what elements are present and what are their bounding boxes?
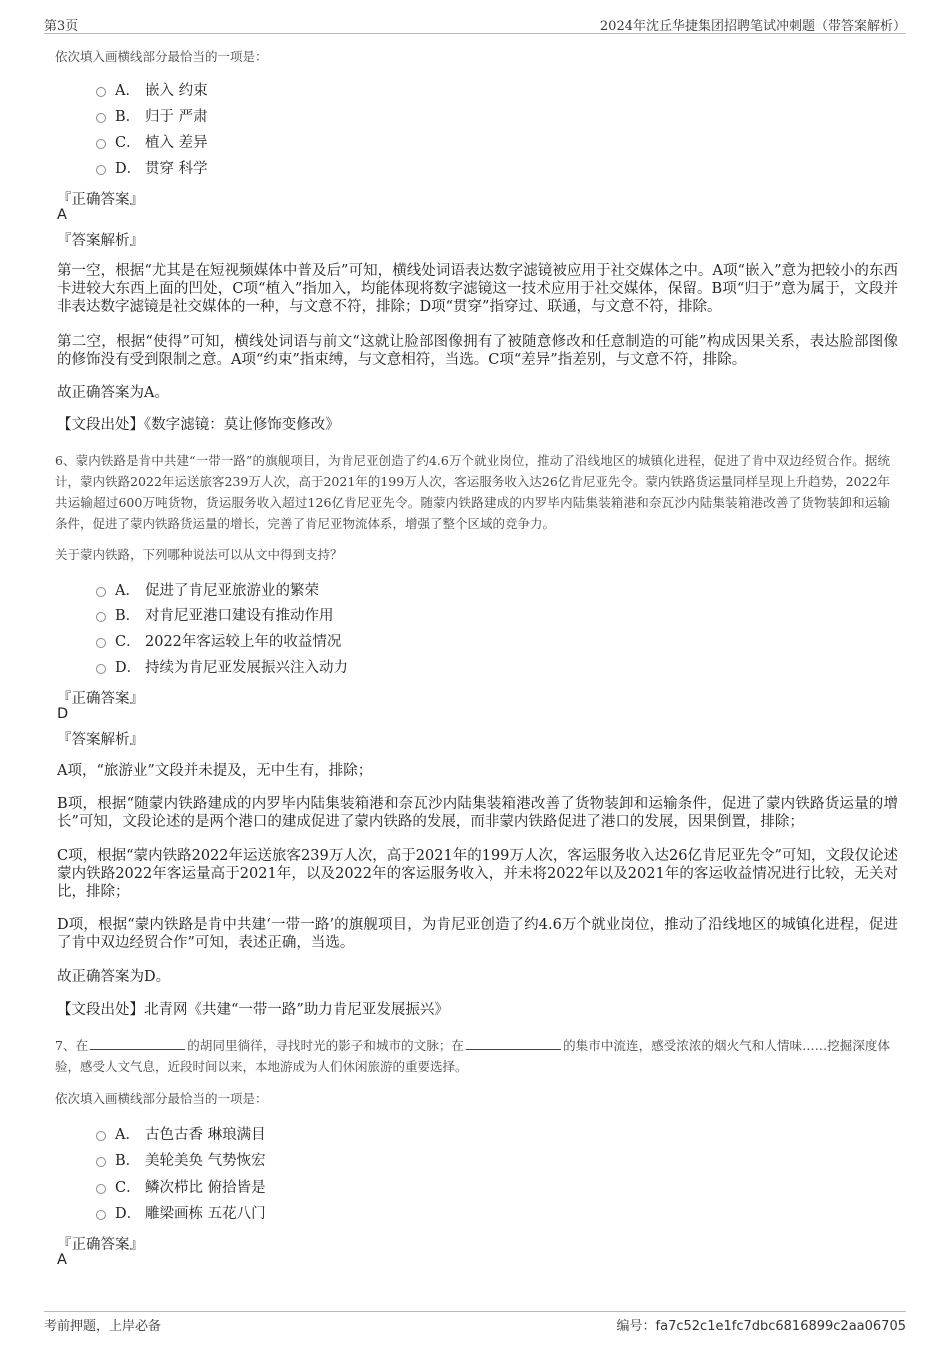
- radio-icon[interactable]: [96, 87, 106, 97]
- q6-option-a[interactable]: A． 促进了肯尼亚旅游业的繁荣: [96, 581, 319, 601]
- footer-slogan: 考前押题，上岸必备: [44, 1319, 162, 1334]
- q7-option-b[interactable]: B． 美轮美奂 气势恢宏: [96, 1151, 266, 1171]
- q7-option-d[interactable]: D． 雕梁画栋 五花八门: [96, 1204, 266, 1224]
- blank-line: [90, 1038, 185, 1050]
- q7-prompt: 依次填入画横线部分最恰当的一项是：: [55, 1091, 268, 1106]
- q5-prompt: 依次填入画横线部分最恰当的一项是：: [55, 49, 268, 64]
- radio-icon[interactable]: [96, 113, 106, 123]
- page-header: [44, 13, 906, 34]
- q6-answer: D: [57, 706, 69, 722]
- q6-source: 【文段出处】北青网《共建“一带一路”助力肯尼亚发展振兴》: [57, 1002, 449, 1018]
- q6-analysis-conclusion: 故正确答案为D。: [57, 969, 171, 985]
- q5-answer-tag: 『正确答案』: [57, 192, 144, 208]
- radio-icon[interactable]: [96, 664, 106, 674]
- q6-analysis-paragraph: C项，根据“蒙内铁路2022年运送旅客239万人次，高于2021年的199万人次，客运服务收入达26亿肯尼亚先令”可知，文段仅论述蒙内铁路2022年客运量高于2021年，以及2022年的客运服务收入，并未将2022年以及2021年的客运收益情况进行比较，无关对比，排除；: [57, 848, 898, 900]
- q6-passage: 6、蒙内铁路是肯中共建“一带一路”的旗舰项目，为肯尼亚创造了约4.6万个就业岗位，推动了沿线地区的城镇化进程，促进了肯中双边经贸合作。据统计，蒙内铁路2022年运送旅客239万人次，高于2021年的199万人次，客运服务收入达26亿肯尼亚先令。蒙内铁路货运量同样呈现上升趋势，2022年共运输超过600万吨货物，货运服务收入超过126亿肯尼亚先令。随蒙内铁路建成的内罗毕内陆集装箱港和奈瓦沙内陆集装箱港改善了货物装卸和运输条件，促进了蒙内铁路货运量的增长，完善了肯尼亚物流体系，增强了整个区域的竞争力。: [55, 453, 890, 531]
- q6-analysis-paragraph: D项，根据“蒙内铁路是肯中共建‘一带一路’的旗舰项目，为肯尼亚创造了约4.6万个就业岗位，推动了沿线地区的城镇化进程，促进了肯中双边经贸合作”可知，表述正确，当选。: [57, 917, 898, 951]
- q5-analysis-paragraph: 第一空，根据“尤其是在短视频媒体中普及后”可知，横线处词语表达数字滤镜被应用于社交媒体之中。A项“嵌入”意为把较小的东西卡进较大东西上面的凹处，C项“植入”指加入，均能体现将数字滤镜这一技术应用于社交媒体，保留。B项“归于”意为属于，文段并非表达数字滤镜是社交媒体的一种，与文意不符，排除；D项“贯穿”指穿过、联通，与文意不符，排除。: [57, 263, 898, 315]
- q5-analysis-tag: 『答案解析』: [57, 233, 144, 249]
- radio-icon[interactable]: [96, 1157, 106, 1167]
- q6-analysis-tag: 『答案解析』: [57, 732, 144, 748]
- q7-option-c[interactable]: C． 鳞次栉比 俯拾皆是: [96, 1178, 266, 1198]
- radio-icon[interactable]: [96, 587, 106, 597]
- q6-analysis-paragraph: B项，根据“随蒙内铁路建成的内罗毕内陆集装箱港和奈瓦沙内陆集装箱港改善了货物装卸和运输条件，促进了蒙内铁路货运量的增长”可知，文段论述的是两个港口的建成促进了蒙内铁路的发展，而非蒙内铁路促进了港口的发展，因果倒置，排除；: [57, 796, 898, 830]
- q5-source: 【文段出处】《数字滤镜：莫让修饰变修改》: [57, 417, 340, 433]
- q5-option-a[interactable]: A． 嵌入 约束: [96, 81, 208, 101]
- q7-passage: 7、在 的胡同里徜徉，寻找时光的影子和城市的文脉；在 的集市中流连，感受浓浓的烟火气和人情味……挖掘深度体验，感受人文气息，近段时间以来，本地游成为人们休闲旅游的重要选择。: [55, 1038, 890, 1074]
- document-title: 2024年沈丘华捷集团招聘笔试冲刺题（带答案解析）: [599, 19, 906, 34]
- page-footer: [44, 1311, 906, 1336]
- q7-option-a[interactable]: A． 古色古香 琳琅满目: [96, 1125, 266, 1145]
- q6-answer-tag: 『正确答案』: [57, 691, 144, 707]
- q5-option-b[interactable]: B． 归于 严肃: [96, 107, 208, 127]
- q5-option-c[interactable]: C． 植入 差异: [96, 133, 208, 153]
- q6-prompt: 关于蒙内铁路，下列哪种说法可以从文中得到支持？: [55, 547, 343, 562]
- radio-icon[interactable]: [96, 165, 106, 175]
- radio-icon[interactable]: [96, 612, 106, 622]
- q5-option-d[interactable]: D． 贯穿 科学: [96, 159, 208, 179]
- document-code: 编号：fa7c52c1e1fc7dbc6816899c2aa06705: [616, 1319, 906, 1334]
- radio-icon[interactable]: [96, 1131, 106, 1141]
- q6-option-b[interactable]: B． 对肯尼亚港口建设有推动作用: [96, 606, 334, 626]
- q6-analysis-paragraph: A项，“旅游业”文段并未提及，无中生有，排除；: [57, 763, 373, 779]
- q5-analysis-conclusion: 故正确答案为A。: [57, 385, 169, 401]
- radio-icon[interactable]: [96, 1210, 106, 1220]
- radio-icon[interactable]: [96, 1184, 106, 1194]
- q7-answer: A: [57, 1252, 67, 1268]
- q6-option-c[interactable]: C． 2022年客运较上年的收益情况: [96, 632, 341, 652]
- q6-option-d[interactable]: D． 持续为肯尼亚发展振兴注入动力: [96, 658, 348, 678]
- radio-icon[interactable]: [96, 139, 106, 149]
- q7-answer-tag: 『正确答案』: [57, 1237, 144, 1253]
- q5-analysis-paragraph: 第二空，根据“使得”可知，横线处词语与前文“这就让脸部图像拥有了被随意修改和任意制造的可能”构成因果关系，表达脸部图像的修饰没有受到限制之意。A项“约束”指束缚，与文意相符，当选。C项“差异”指差别，与文意不符，排除。: [57, 334, 898, 368]
- blank-line: [466, 1038, 561, 1050]
- q5-answer: A: [57, 207, 67, 223]
- radio-icon[interactable]: [96, 638, 106, 648]
- page-number: 第3页: [44, 19, 79, 34]
